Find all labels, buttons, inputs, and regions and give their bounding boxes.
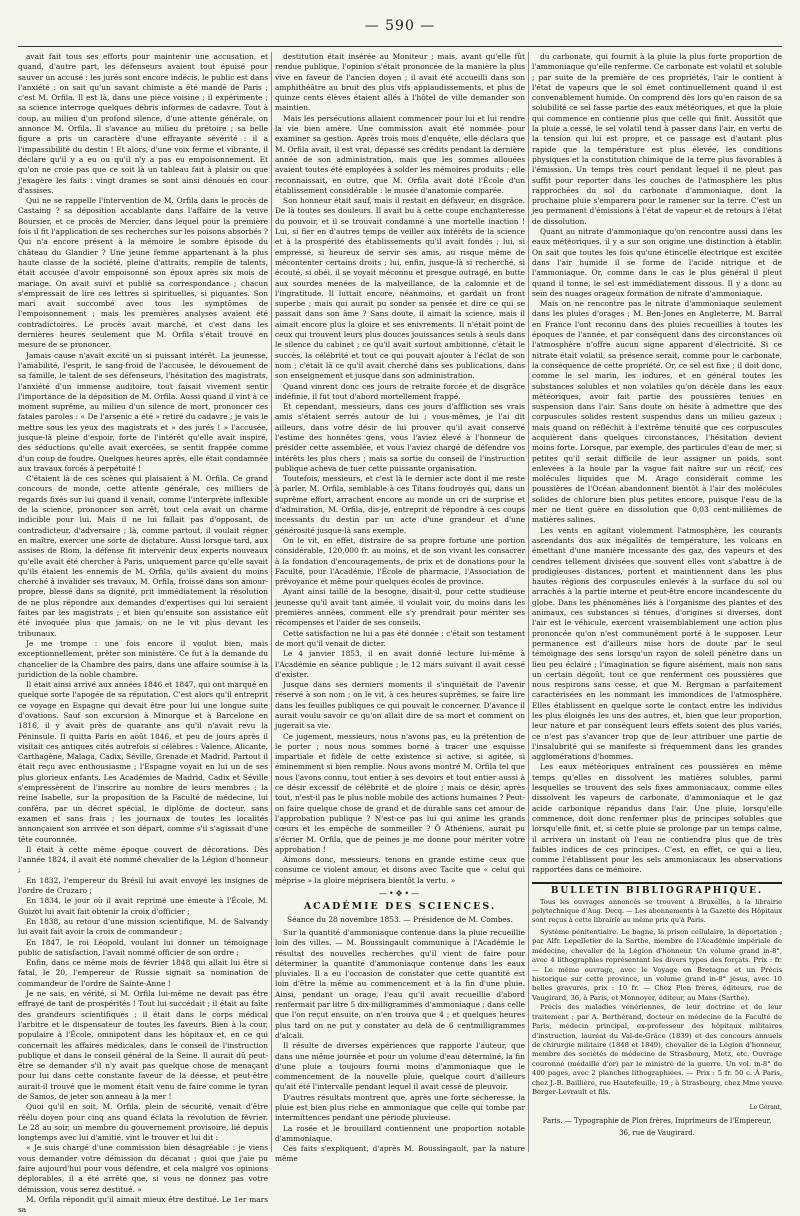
- eulogy-continuation: [275, 52, 525, 886]
- academy-report: [275, 928, 525, 1165]
- paragraph: Ayant ainsi taillé de la besogne, disait-il, pour cette studieuse jeunesse qu'il avait tant aimée, il voulait voir, du moins dans les premières années, comment elle s'y prendrait pour mériter ses récompenses et l'aider de ses conseils.: [275, 587, 525, 628]
- paragraph: Mais on ne rencontre pas le nitrate d'ammoniaque seulement dans les pluies d'orages ; M. Ben-Jones en Angleterre, M. Barral en France l'ont reconnu dans des pluies recueillies à toutes les époques de l'année, et par conséquent dans des circonstances où l'atmosphère n'offre aucun signe apparent d'électricité. Si ce nitrate était volatil, sa présence serait, comme pour le carbonate, la conséquence de cette propriété. Or, ce sel est fixe ; il doit donc, comme le sel marin, les iodures, et en général toutes les substances solubles et non volatiles qu'on décèle dans les eaux météoriques, avoir fait partie des poussières tenues en suspension dans l'air. Sans doute on hésite à admettre que des corpuscules solides restent suspendus dans un milieu gazeux ; mais quand on réfléchit à l'extrême ténuité que ces corpuscules acquièrent dans quelques circonstances, l'hésitation devient moins forte. Lorsque, par exemple, des particules d'eau de mer, si petites qu'il serait difficile de leur assigner un poids, sont enlevées à la houle par la vague fait naître sur un récif, ces molécules liquides que M. Arago considérait comme les poussières de l'Océan abandonnent bientôt à l'air des molécules solides de chlorure bien plus petites encore, puisque l'eau de la mer ne tient guère en dissolution que 0,03 cent-millièmes de matières salines.: [532, 299, 782, 525]
- paragraph: Jusque dans ses derniers moments il s'inquiétait de l'avenir réservé à son nom ; on le vit, à ces heures suprêmes, se faire lire dans les feuilles publiques ce qui pouvait le concerner. D'avance il aurait voulu savoir ce qu'on allait dire de sa mort et comment on jugerait sa vie.: [275, 680, 525, 731]
- column-divider: [528, 52, 529, 1152]
- ammonia-report-continuation: [532, 52, 782, 876]
- paragraph: En 1832, l'empereur du Brésil lui avait envoyé les insignes de l'ordre de Cruzaro ;: [18, 875, 268, 896]
- bulletin-heading: BULLETIN BIBLIOGRAPHIQUE.: [550, 885, 764, 896]
- paragraph: Mais les persécutions allaient commencer pour lui et lui rendre la vie bien amère. Une commission avait été nommée pour examiner sa gestion. Après trois mois d'enquête, elle déclara que M. Orfila avait, il est vrai, dépassé ses crédits pendant la dernière année de son administration, mais que les sommes allouées avaient toutes été employées à solder les mémoires produits ; elle reconnaissait, en outre, que M. Orfila avait doté l'École d'un établissement considérable : le musée d'anatomie comparée.: [275, 113, 525, 195]
- column-right: [532, 52, 782, 1152]
- session-line: Séance du 28 novembre 1853. — Présidence de M. Combes.: [287, 914, 513, 924]
- paragraph: Quoi qu'il en soit, M. Orfila, plein de sécurité, venait d'être réélu doyen pour cinq ans quand éclata la révolution de février. Le 28 au soir, un membre du gouvernement provisoire, lié depuis longtemps avec lui d'amitié, vint le trouver et lui dit :: [18, 1102, 268, 1143]
- paragraph: Il était à cette même époque couvert de décorations. Dès l'année 1824, il avait été nommé chevalier de la Légion d'honneur ;: [18, 844, 268, 875]
- paragraph: Quand vinrent donc ces jours de retraite forcée et de disgrâce indéfinie, il fut tout d'abord mortellement frappé.: [275, 381, 525, 401]
- paragraph: Toutefois, messieurs, et c'est là le dernier acte dont il me reste à parler, M. Orfila, semblable à ces Titans foudroyés qui, dans un suprême effort, arrachent encore au monde un cri de surprise et d'admiration, M. Orfila, dis-je, entreprit de répondre à ces coups incessants du destin par un acte d'une grandeur et d'une générosité jusque-là sans exemple.: [275, 474, 525, 535]
- academy-heading: ACADÉMIE DES SCIENCES.: [303, 901, 497, 913]
- bulletin-rule: [532, 882, 782, 884]
- paragraph: Et cependant, messieurs, dans ces jours d'affliction ses vrais amis s'étaient serrés autour de lui ; vous-mêmes, je l'ai dit ailleurs, dans votre désir de lui prouver qu'il avait conservé l'estime des honnêtes gens, vous l'aviez élevé à l'honneur de présider cette assemblée, et vous l'aviez chargé de défendre vos intérêts les plus chers ; mais sa sortie du conseil de l'instruction publique acheva de tuer cette puissante organisation.: [275, 402, 525, 473]
- paragraph: Système pénitentiaire. Le bagne, la prison cellulaire, la déportation ; par Alfr. Lepelletier de la Sarthe, membre de l'Académie impériale de médecine, chevalier de la Légion d'honneur. Un volume grand in-8°, avec 4 lithographies représentant les divers types des forçats. Prix : fr. — Le même ouvrage, avec le Voyage en Bretagne et un Précis historique sur cette province, un volume grand in-8° jésus, avec 10 belles gravures, prix : 10 fr. — Chez Plon frères, éditeurs, rue de Vaugirard, 36, à Paris, et Monnoyer, éditeur, au Mans (Sarthe).: [532, 928, 782, 1002]
- printer-line-1: Paris. — Typographie de Plon frères, Imprimeurs de l'Empereur,: [542, 1116, 772, 1125]
- printer-line-2: 36, rue de Vaugirard.: [619, 1128, 695, 1137]
- paragraph: Je ne sais, en vérité, si M. Orfila lui-même ne devait pas être effrayé de tant de prospérités ! Tout lui succédait ; il était au faîte des grandeurs scientifiques ; il était dans le corps médical l'arbitre et le dispensateur de toutes les faveurs. Bien à la cour, populaire à l'École, omnipotent dans les hôpitaux et, en ce qui concernait les affaires médicales, dans le conseil de l'instruction publique et dans le conseil général de la Seine. Il aurait dû peut-être se demander s'il n'y avait pas quelque chose de menaçant pour lui dans cette constante faveur de la déesse, et peut-être aurait-il trouvé que le moment était venu de faire comme le tyran de Samos, de jeter son anneau à la mer !: [18, 989, 268, 1101]
- paragraph: En 1838, au retour d'une mission scientifique, M. de Salvandy lui avait fait avoir la croix de commandeur ;: [18, 916, 268, 937]
- paragraph: Ces faits s'expliquent, d'après M. Boussingault, par la nature même: [275, 1144, 525, 1164]
- paragraph: En 1834, le jour où il avait reprimé une émeute à l'École, M. Guizot lui avait fait obtenir la croix d'officier ;: [18, 896, 268, 916]
- paragraph: Je me trompe : une fois encore il voulut bien, mais exceptionnellement, prêter son ministère. Ce fut à la demande du chancelier de la Chambre des pairs, dans une affaire soumise à la juridiction de la noble chambre.: [18, 638, 268, 679]
- paragraph: Son honneur était sauf, mais il restait en défaveur, en disgrâce. De là toutes ses douleurs. Il avait bu à cette coupe enchanteresse du pouvoir, et il se trouvait condamné à une mortelle inaction ! Lui, si fier en d'autres temps de veiller aux intérêts de la science et à la prospérité des établissements qu'il avait fondés ; lui, si empressé, si heureux de servir ses amis, au risque même de mécontenter certains droits ; lui, enfin, jusque-là si recherché, si écouté, si obéi, il se voyait méconnu et presque outragé, en butte aux sourdes menées de la malveillance, de la calomnie et de l'ingratitude. Il luttait encore, néanmoins, et gardait un front superbe ; mais qui aurait pu sonder sa pensée et dire ce qui se passait dans son âme ? Sans doute, il aimait la science, mais il aimait encore plus la gloire et ses enivrements. Il n'était point de ceux qui trouvent leurs plus douces jouissances seuls à seuls dans le silence du cabinet ; ce qu'il avait surtout ambitionné, c'était le succès, la célébrité et tout ce qui pouvait ajouter à l'éclat de son nom ; c'était là ce qu'il avait cherché dans ses publications, dans son enseignement et jusque dans son administration.: [275, 196, 525, 381]
- paragraph: Les vents en agitant violemment l'atmosphère, les courants ascendants dus aux inégalités de température, les volcans en émettant d'une manière incessante des gaz, des vapeurs et des cendres tellement divisées que souvent elles vont s'abattre à de prodigieuses distances, portent et maintiennent dans les plus hautes régions des corpuscules enlevés à la surface du sol ou arrachés à la partie interne et peut-être encore incandescente du globe. Dans les phénomènes liés à l'organisme des plantes et des animaux, ces substances si ténues, d'origines si diverses, dont l'air est le véhicule, exercent vraisemblablement une action plus prononcée qu'on n'est communément porté à le supposer. Leur permanence est d'ailleurs mise hors de doute par le seul témoignage des sens lorsqu'un rayon de soleil pénètre dans un lieu peu éclairé ; l'imagination se figure aisément, mais non sans un certain dégoût, tout ce que renferment ces poussières que nous respirons sans cesse, et que M. Bergman a parfaitement caractérisées en les nommant les immondices de l'atmosphère. Elles établissent en quelque sorte le contact entre les individus les plus éloignés les uns des autres, et, bien que leur proportion, leur nature et par conséquent leurs effets soient des plus variés, ce n'est pas s'avancer trop que de leur attribuer une partie de l'insalubrité qui se manifeste si fréquemment dans les grandes agglomérations d'hommes.: [532, 525, 782, 762]
- paragraph: Cette satisfaction ne lui a pas été donnée : c'était son testament de mort qu'il venait de dicter.: [275, 628, 525, 648]
- header-rule: [18, 46, 782, 47]
- paragraph: En 1847, le roi Léopold, voulant lui donner un témoignage public de satisfaction, l'avait nommé officier de son ordre ;: [18, 937, 268, 957]
- column-divider: [271, 52, 272, 1152]
- paragraph: Qui ne se rappelle l'intervention de M. Orfila dans le procès de Castaing ? sa déposition accablante dans l'affaire de la veuve Boursier, et ce procès de Mercier, dans lequel pour la première fois il fit l'application de ses recherches sur les poisons absorbés ? Qui n'a encore présent à la mémoire le sombre épisode du château du Glandier ? Une jeune femme appartenant à la plus haute classe de la société, pleine d'attraits, remplie de talents, était accusée d'avoir empoisonné son époux après six mois de mariage. On avait suivi et publié sa correspondance ; chacun s'empressait de lire ces lettres si spirituelles, si piquantes. Son mari avait succombé avec tous les symptômes de l'empoisonnement ; mais les premières analyses avaient été contradictoires. Le procès avait marché, et c'est dans les dernières heures seulement que M. Orfila s'était trouvé en mesure de se prononcer.: [18, 196, 268, 350]
- paragraph: Il était ainsi arrivé aux années 1846 et 1847, qui ont marqué en quelque sorte l'apogée de sa réputation. C'est alors qu'il entreprit ce voyage en Espagne qui devait être pour lui une longue suite d'ovations. Sauf son excursion à Minorque et à Barcelone en 1816, il y avait près de quarante ans qu'il n'avait revu la Péninsule. Il quitta Paris en août 1846, et peu de jours après il visitait ces antiques cités autrefois si célèbres : Valence, Alicante, Carthagène, Malaga, Cadix, Séville, Grenade et Madrid. Partout il était reçu avec enthousiasme ; l'Espagne voyait en lui un de ses plus glorieux enfants. Les Académies de Madrid, Cadix et Séville s'empressèrent de l'inscrire au nombre de leurs membres ; la reine Isabelle, sur la proposition de la Faculté de médecine, lui conféra, par un décret spécial, le diplôme de docteur, sans examen et sans frais ; les journaux de toutes les localités annonçaient son arrivée et son départ, comme s'il s'agissait d'une tête couronnée.: [18, 680, 268, 844]
- paragraph: C'étaient là de ces scènes qui plaisaient à M. Orfila. Ce grand concours de monde, cette attente générale, ces milliers de regards fixés sur lui quand il venait, comme l'interprète inflexible de la science, prononcer son arrêt, tout cela avait un charme indicible pour lui. Mais il ne lui fallait pas d'opposant, de contradicteur, d'adversaire ; là, comme partout, il voulait régner en maître, exercer une sorte de dictature. Aussi lorsque tard, aux assises de Riom, la défense fit intervenir deux experts nouveaux qu'elle avait été chercher à Paris, uniquement parce qu'elle savait qu'ils étaient les ennemis de M. Orfila, qu'ils avaient du moins cherché à invalider ses travaux, M. Orfila, froissé dans son amour-propre, blessé dans sa dignité, prit immédiatement la résolution de ne plus répondre aux demandes d'expertises qui lui seraient faites par les magistrats ; et bien qu'ensuite son assistance eût été invoquée plus que jamais, on ne le vit plus devant les tribunaux.: [18, 474, 268, 638]
- paragraph: Quant au nitrate d'ammoniaque qu'on rencontre aussi dans les eaux météoriques, il y a sur son origine une distinction à établir. On sait que toutes les fois qu'une étincelle électrique est excitée dans l'air humide il se forme de l'acide nitrique et de l'ammoniaque. Or, comme dans le cas le plus général il pleut quand il tonne, le sel est immédiatement dissous. Il y a donc au sein des nuages orageux formation de nitrate d'ammoniaque.: [532, 227, 782, 298]
- gerant-signature: Le Gérant,: [749, 1104, 782, 1112]
- column-left: [18, 52, 268, 1215]
- column-middle: [275, 52, 525, 1164]
- paragraph: du carbonate, qui fournit à la pluie la plus forte proportion de l'ammoniaque qu'elle renferme. Ce carbonate est volatil et soluble ; par suite de la première de ces propriétés, l'air le contient à l'état de vapeurs que le sol émet continuellement quand il est convenablement humide. On comprend dès lors qu'en raison de sa solubilité ce sel fasse partie des eaux météoriques, et que la pluie qui commence en contienne plus que celle qui finit. Aussitôt que la pluie a cessé, le sel volatil tend à passer dans l'air, en vertu de la tension qui lui est propre, et ce passage est d'autant plus rapide que la température est plus élevée, les conditions physiques et la constitution chimique de la terre plus favorables à l'émission. Un temps très court pendant lequel il ne pleut pas suffit pour reporter dans les couches de l'atmosphère les plus rapprochées du sol du carbonate d'ammoniaque, dont la prochaine pluie s'emparera pour le ramener sur la terre. C'est un jeu permanent d'émissions à l'état de vapeur et de retours à l'état de dissolution.: [532, 52, 782, 226]
- paragraph: avait fait tous ses efforts pour maintenir une accusation, et quand, d'autre part, les défenseurs avaient tout épuisé pour sauver un accusé : les jurés sont encore indécis, le public est dans l'anxiété : on sait qu'un savant chimiste a été mandé de Paris ; c'est M. Orfila. Il est là, dans une pièce voisine ; il expérimente ; sa science interroge quelques débris informes de cadavre. Tout à coup, au milieu d'un profond silence, d'une attente générale, on annonce M. Orfila. Il s'avance au milieu du prétoire ; sa belle figure a pris un caractère d'une effrayante sévérité : il a l'impassibilité du destin ! Et alors, d'une voix ferme et vibrante, il déclare qu'il y a eu ou qu'il n'y a pas eu empoisonnement. Et qu'on ne croie pas que ce soit là un tableau fait à plaisir ou que j'exagère les faits : vingt drames se sont ainsi dénoués en cour d'assises.: [18, 52, 268, 195]
- bulletin-intro: Tous les ouvrages annoncés se trouvent à Bruxelles, à la librairie polytechnique d'Aug. Decq. — Les abonnements à la Gazette des Hôpitaux sont reçus à cette librairie au même prix qu'à Paris.: [532, 898, 782, 925]
- paragraph: Aimons donc, messieurs, tenons en grande estime ceux que consume ce violent amour, et disons avec Tacite que « celui qui méprise » la gloire méprisera bientôt la vertu. »: [275, 855, 525, 885]
- paragraph: Ce jugement, messieurs, nous n'avons pas, eu la prétention de le porter ; nous nous sommes borné à tracer une esquisse impartiale et fidèle de cette existence si active, si agitée, si éminemment si bien remplie. Nous avons montré M. Orfila tel que nous l'avons connu, tout entier à ses devoirs et tout entier aussi à ce désir excessif de célébrité et de gloire ; mais ce désir, après tout, n'est-il pas le plus noble mobile des actions humaines ? Peut-on faire quelque chose de grand et de durable sans cet amour de l'approbation publique ? N'est-ce pas lui qui anime les grands cœurs et les empêche de sommeiller ? Ô Athéniens, aurait pu s'écrier M. Orfila, que de peines je me donne pour mériter votre approbation !: [275, 731, 525, 854]
- paragraph: Il résulte de diverses expériences que rapporte l'auteur, que dans une même journée et pour un volume d'eau déterminé, la fin d'une pluie a toujours fourni moins d'ammoniaque que le commencement de la nouvelle pluie, quelque court d'ailleurs qu'ait été l'intervalle pendant lequel il avait cessé de pleuvoir.: [275, 1041, 525, 1092]
- paragraph: Précis des maladies vénériennes, de leur doctrine et de leur traitement ; par A. Berthérand, docteur en médecine de la Faculté de Paris, médecin principal, ex-professeur des hôpitaux militaires d'instruction, lauréat du Val-de-Grâce (1839) et des concours annuels de chirurgie militaire (1848 et 1849), chevalier de la Légion d'honneur, membre des sociétés de médecine de Strasbourg, Metz, etc. Ouvrage couronné (médaille d'or) par le ministre de la guerre. Un vol. in-8° de 400 pages, avec 2 planches lithographiées. — Prix : 5 fr. 50 c. À Paris, chez J.-B. Baillière, rue Hautefeuille, 19 ; à Strasbourg, chez Mme veuve Berger-Levrault et fils.: [532, 1003, 783, 1096]
- bulletin-entries: [532, 928, 782, 1097]
- paragraph: « Je suis chargé d'une commission bien désagréable : je viens vous demander votre démission du décanat ; quoi que j'aie pu faire aujourd'hui pour vous défendre, et cela malgré vos opinions déplorables, il a été arrêté que, si vous ne donnez pas votre démission, vous serez destitué. »: [18, 1143, 268, 1194]
- paragraph: Jamais cause n'avait excité un si puissant intérêt. La jeunesse, l'amabilité, l'esprit, le sang-froid de l'accusée, le dévouement de sa famille, le talent de ses défenseurs, l'hésitation des magistrats, l'anxiété d'un immense auditoire, tout faisait vivement sentir l'importance de la déposition de M. Orfila. Aussi quand il vint à ce moment suprême, au milieu d'un silence de mort, prononcer ces fatales paroles : « De l'arsenic a été » retiré du cadavre ; je vais le mettre sous les yeux des magistrats et » des jurés ! » l'accusée, jusque-là pleine d'espoir, forte de l'intérêt qu'elle avait inspiré, des séductions qu'elle avait exercées, se sentit frappée comme d'un coup de foudre. Quelques heures après, elle était condamnée aux travaux forcés à perpétuité !: [18, 350, 268, 473]
- page-number: — 590 —: [364, 18, 436, 34]
- paragraph: Le 4 janvier 1853, il en avait donné lecture lui-même à l'Académie en séance publique ; le 12 mars suivant il avait cessé d'exister.: [275, 649, 525, 679]
- ornament-divider: —•✥•—: [378, 889, 422, 899]
- paragraph: Enfin, dans ce même mois de février 1848 qui allait lui être si fatal, le 20, l'empereur de Russie signait sa nomination de commandeur de l'ordre de Sainte-Anne !: [18, 958, 268, 988]
- paragraph: Les eaux météoriques entraînent ces poussières en même temps qu'elles en dissolvent les matières solubles, parmi lesquelles se trouvent des sels fixes ammoniacaux, comme elles dissolvent les vapeurs de carbonate, d'ammoniaque et le gaz acide carbonique répandus dans l'air. Une pluie, lorsqu'elle commence, doit donc renfermer plus de principes solubles que lorsqu'elle finit, et, si cette pluie se prolonge par un temps calme, il arrivera un instant où l'eau ne contiendra plus que de très faibles indices de ces principes. C'est, en effet, ce qui a lieu, comme l'établissent pour les sels ammoniacaux les observations rapportées dans ce mémoire.: [532, 762, 782, 875]
- paragraph: D'autres résultats montrent que, après une forte sécheresse, la pluie est bien plus riche en ammoniaque que celle qui tombe par intermittences pendant une période pluvieuse.: [275, 1092, 525, 1123]
- paragraph: On le vit, en effet, distraire de sa propre fortune une portion considérable, 120,000 fr. au moins, et de son vivant les consacrer à la fondation d'encouragements, de prix et de donations pour la Faculté, pour l'Académie, l'École de pharmacie, l'Association de prévoyance et même pour quelques écoles de province.: [275, 535, 525, 587]
- paragraph: destitution était insérée au Moniteur ; mais, avant qu'elle fût rendue publique, l'opinion s'était prononcée de la manière la plus vive en faveur de l'ancien doyen ; il avait été accueilli dans son amphithéâtre au bruit des plus vifs applaudissements, et plus de quinze cents élèves étaient allés à l'hôtel de ville demander son maintien.: [275, 52, 525, 113]
- paragraph: M. Orfila répondit qu'il aimait mieux être destitué. Le 1er mars sa: [18, 1194, 268, 1215]
- paragraph: Sur la quantité d'ammoniaque contenue dans la pluie recueillie loin des villes. — M. Boussingault communique à l'Académie le résultat des nouvelles recherches qu'il vient de faire pour déterminer la quantité d'ammoniaque contenue dans les eaux pluviales. Il a eu l'occasion de constater que cette quantité est loin d'être la même au commencement et à la fin d'une pluie. Ainsi, pendant un orage, l'eau qu'il avait recueillie d'abord renfermait par litre 5 dix-milligrammes d'ammoniaque ; dans celle que l'on reçut ensuite, on n'en trouva que 4 ; et quelques heures plus tard on ne put y constater au delà de 6 centmilligrammes d'alcali.: [275, 927, 525, 1040]
- paragraph: La rosée et le brouillard contiennent une proportion notable d'ammoniaque.: [275, 1123, 525, 1143]
